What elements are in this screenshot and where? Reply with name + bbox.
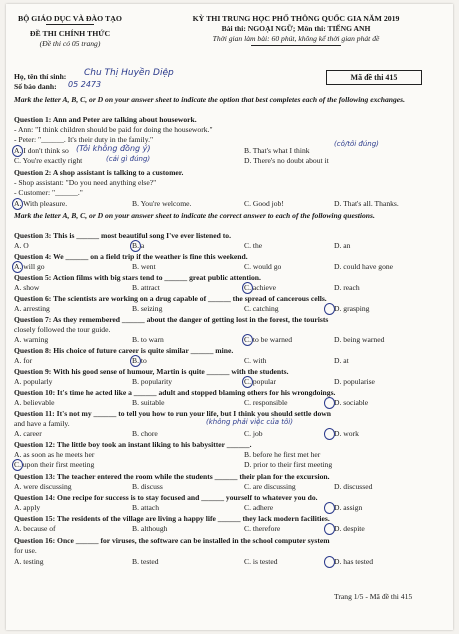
q10-options xyxy=(14,398,444,407)
q1-options-row2 xyxy=(14,156,444,165)
candidate-number-label: Số báo danh: xyxy=(14,82,57,91)
q2-line2: - Customer: "______." xyxy=(14,188,83,197)
q16-stem-cont: for use. xyxy=(14,546,37,555)
q15-option-d[interactable]: D. despite xyxy=(334,524,365,533)
q11-stem: Question 11: It's not my ______ to tell you how to run your life, but I think you should settle down xyxy=(14,409,331,418)
q11-stem-cont: and have a family. xyxy=(14,419,70,428)
q4-stem: Question 4: We ______ on a field trip if the weather is fine this weekend. xyxy=(14,252,248,261)
q1-option-c[interactable]: C. You're exactly right xyxy=(14,156,83,165)
q5-answer-circle xyxy=(242,282,253,294)
q13-stem: Question 13: The teacher entered the room while the students ______ their plan for the excursion. xyxy=(14,472,330,481)
q13-option-b[interactable]: B. discuss xyxy=(132,482,163,491)
q6-stem: Question 6: The scientists are working on a drug capable of ______ the spread of cancerous cells. xyxy=(14,294,327,303)
q14-stem: Question 14: One recipe for success is to stay focused and ______ yourself to whatever you do. xyxy=(14,493,318,502)
q3-option-b[interactable]: B. a xyxy=(132,241,145,250)
q16-options xyxy=(14,557,444,566)
q8-option-d[interactable]: D. at xyxy=(334,356,349,365)
exam-code: Mã đề thi 415 xyxy=(326,70,422,85)
q7-stem: Question 7: As they remembered ______ about the danger of getting lost in the forest, the tourists xyxy=(14,315,329,324)
q2-stem: Question 2: A shop assistant is talking to a customer. xyxy=(14,168,184,177)
q14-option-b[interactable]: B. attach xyxy=(132,503,159,512)
q3-option-a[interactable]: A. O xyxy=(14,241,29,250)
q15-answer-circle xyxy=(324,523,335,535)
q16-option-b[interactable]: B. tested xyxy=(132,557,159,566)
q9-answer-circle xyxy=(242,376,253,388)
q8-stem: Question 8: His choice of future career is quite similar ______ mine. xyxy=(14,346,234,355)
q1-line2: - Peter: "______. It's their duty in the family." xyxy=(14,135,154,144)
q6-option-a[interactable]: A. arresting xyxy=(14,304,50,313)
candidate-name-label: Họ, tên thí sinh: xyxy=(14,72,67,81)
q12-option-c[interactable]: C. upon their first meeting xyxy=(14,460,95,469)
q12-option-b[interactable]: B. before he first met her xyxy=(244,450,321,459)
q16-option-d[interactable]: D. has tested xyxy=(334,557,374,566)
q10-option-c[interactable]: C. responsible xyxy=(244,398,288,407)
q13-option-d[interactable]: D. discussed xyxy=(334,482,373,491)
q3-option-c[interactable]: C. the xyxy=(244,241,263,250)
q11-handwritten-note: (không phải việc của tôi) xyxy=(206,418,293,426)
q2-answer-circle xyxy=(12,198,23,210)
q10-answer-circle xyxy=(324,397,335,409)
q10-option-a[interactable]: A. believable xyxy=(14,398,55,407)
q8-option-a[interactable]: A. for xyxy=(14,356,33,365)
q6-options xyxy=(14,304,444,313)
q6-option-d[interactable]: D. grasping xyxy=(334,304,370,313)
q4-option-a[interactable]: A. will go xyxy=(14,262,45,271)
q14-options xyxy=(14,503,444,512)
q4-answer-circle xyxy=(12,261,23,273)
q16-answer-circle xyxy=(324,556,335,568)
q8-options xyxy=(14,356,444,365)
q13-options xyxy=(14,482,444,491)
q14-answer-circle xyxy=(324,502,335,514)
header-rule xyxy=(46,24,94,25)
q15-option-c[interactable]: C. therefore xyxy=(244,524,281,533)
q10-option-d[interactable]: D. sociable xyxy=(334,398,369,407)
q1-option-b[interactable]: B. That's what I think xyxy=(244,146,310,155)
q2-option-d[interactable]: D. That's all. Thanks. xyxy=(334,199,399,208)
q7-option-d[interactable]: D. being warned xyxy=(334,335,385,344)
q10-option-b[interactable]: B. suitable xyxy=(132,398,165,407)
q13-option-a[interactable]: A. were discussing xyxy=(14,482,72,491)
q14-option-c[interactable]: C. adhere xyxy=(244,503,274,512)
q6-answer-circle xyxy=(324,303,335,315)
q5-option-b[interactable]: B. attract xyxy=(132,283,160,292)
q11-option-b[interactable]: B. chore xyxy=(132,429,158,438)
q1-handwritten-note2: (cái gì đúng) xyxy=(106,155,151,163)
q15-stem: Question 15: The residents of the village are living a happy life ______ they lack modern facilities. xyxy=(14,514,330,523)
q1-option-d[interactable]: D. There's no doubt about it xyxy=(244,156,329,165)
q11-option-c[interactable]: C. job xyxy=(244,429,263,438)
q9-stem: Question 9: With his good sense of humour, Martin is quite ______ with the students. xyxy=(14,367,289,376)
exam-title: KỲ THI TRUNG HỌC PHỔ THÔNG QUỐC GIA NĂM 2019 xyxy=(192,14,400,23)
q2-line1: - Shop assistant: "Do you need anything else?" xyxy=(14,178,157,187)
q5-option-d[interactable]: D. reach xyxy=(334,283,360,292)
q4-option-d[interactable]: D. could have gone xyxy=(334,262,394,271)
q9-option-a[interactable]: A. popularly xyxy=(14,377,53,386)
q15-option-a[interactable]: A. because of xyxy=(14,524,56,533)
q8-option-c[interactable]: C. with xyxy=(244,356,267,365)
exam-subject: Bài thi: NGOẠI NGỮ; Môn thi: TIẾNG ANH xyxy=(221,24,371,33)
q4-options xyxy=(14,262,444,271)
q6-option-c[interactable]: C. catching xyxy=(244,304,279,313)
q16-option-c[interactable]: C. is tested xyxy=(244,557,278,566)
q12-options-row1 xyxy=(14,450,444,459)
q3-stem: Question 3: This is ______ most beautiful song I've ever listened to. xyxy=(14,231,231,240)
q1-handwritten-note1: (Tôi không đồng ý) xyxy=(76,144,151,153)
q10-stem: Question 10: It's time he acted like a ______ adult and stopped blaming others for his wrongdoings. xyxy=(14,388,336,397)
q9-options xyxy=(14,377,444,386)
q1-handwritten-note3: (cô/tôi đúng) xyxy=(334,140,379,148)
q4-option-c[interactable]: C. would go xyxy=(244,262,282,271)
q7-options xyxy=(14,335,444,344)
q2-option-a[interactable]: A. With pleasure. xyxy=(14,199,68,208)
exam-time: Thời gian làm bài: 60 phút, không kể thời gian phát đề xyxy=(212,34,380,43)
q1-line1: - Ann: "I think children should be paid for doing the housework." xyxy=(14,125,213,134)
q9-option-b[interactable]: B. popularity xyxy=(132,377,173,386)
q11-answer-circle xyxy=(324,428,335,440)
q9-option-d[interactable]: D. popularise xyxy=(334,377,375,386)
q7-option-c[interactable]: C. to be warned xyxy=(244,335,293,344)
q8-answer-circle xyxy=(130,355,141,367)
q2-options xyxy=(14,199,444,208)
q15-option-b[interactable]: B. although xyxy=(132,524,168,533)
q5-option-a[interactable]: A. show xyxy=(14,283,40,292)
q16-option-a[interactable]: A. testing xyxy=(14,557,44,566)
q16-stem: Question 16: Once ______ for viruses, the software can be installed in the school computer system xyxy=(14,536,330,545)
q4-option-b[interactable]: B. went xyxy=(132,262,156,271)
q3-options xyxy=(14,241,444,250)
q12-options-row2 xyxy=(14,460,444,469)
q3-option-d[interactable]: D. an xyxy=(334,241,351,250)
q5-options xyxy=(14,283,444,292)
candidate-number-value: 05 2473 xyxy=(68,80,102,89)
q9-option-c[interactable]: C. popular xyxy=(244,377,277,386)
candidate-name-value: Chu Thị Huyền Diệp xyxy=(84,68,174,78)
page-footer: Trang 1/5 - Mã đề thi 415 xyxy=(334,592,413,601)
q13-option-c[interactable]: C. are discussing xyxy=(244,482,296,491)
q11-options xyxy=(14,429,444,438)
q11-option-a[interactable]: A. career xyxy=(14,429,42,438)
q7-stem-cont: closely followed the tour guide. xyxy=(14,325,111,334)
q1-stem: Question 1: Ann and Peter are talking about housework. xyxy=(14,115,197,124)
instructions-exchanges: Mark the letter A, B, C, or D on your answer sheet to indicate the option that best completes each of the following exchanges. xyxy=(14,95,406,104)
q12-option-d[interactable]: D. prior to their first meeting xyxy=(244,460,333,469)
q15-options xyxy=(14,524,444,533)
q7-answer-circle xyxy=(242,334,253,346)
pages-note: (Đề thi có 05 trang) xyxy=(39,39,101,48)
instructions-questions: Mark the letter A, B, C, or D on your answer sheet to indicate the correct answer to each of the following questions. xyxy=(14,211,375,220)
q12-answer-circle xyxy=(12,459,23,471)
q12-option-a[interactable]: A. as soon as he meets her xyxy=(14,450,95,459)
q14-option-d[interactable]: D. assign xyxy=(334,503,363,512)
q5-stem: Question 5: Action films with big stars tend to ______ great public attention. xyxy=(14,273,261,282)
header-rule-right xyxy=(251,45,341,46)
q7-option-b[interactable]: B. to warn xyxy=(132,335,164,344)
q6-option-b[interactable]: B. seizing xyxy=(132,304,163,313)
q8-option-b[interactable]: B. to xyxy=(132,356,147,365)
q2-option-c[interactable]: C. Good job! xyxy=(244,199,284,208)
q7-option-a[interactable]: A. warning xyxy=(14,335,49,344)
q5-option-c[interactable]: C. achieve xyxy=(244,283,277,292)
q11-option-d[interactable]: D. work xyxy=(334,429,359,438)
q3-answer-circle xyxy=(130,240,141,252)
exam-page xyxy=(6,4,453,630)
official-label: ĐỀ THI CHÍNH THỨC xyxy=(29,29,111,38)
q2-option-b[interactable]: B. You're welcome. xyxy=(132,199,192,208)
q1-option-a[interactable]: A. I don't think so xyxy=(14,146,69,155)
ministry-name: BỘ GIÁO DỤC VÀ ĐÀO TẠO xyxy=(18,14,122,23)
q14-option-a[interactable]: A. apply xyxy=(14,503,41,512)
q12-stem: Question 12: The little boy took an instant liking to his babysitter ______. xyxy=(14,440,252,449)
